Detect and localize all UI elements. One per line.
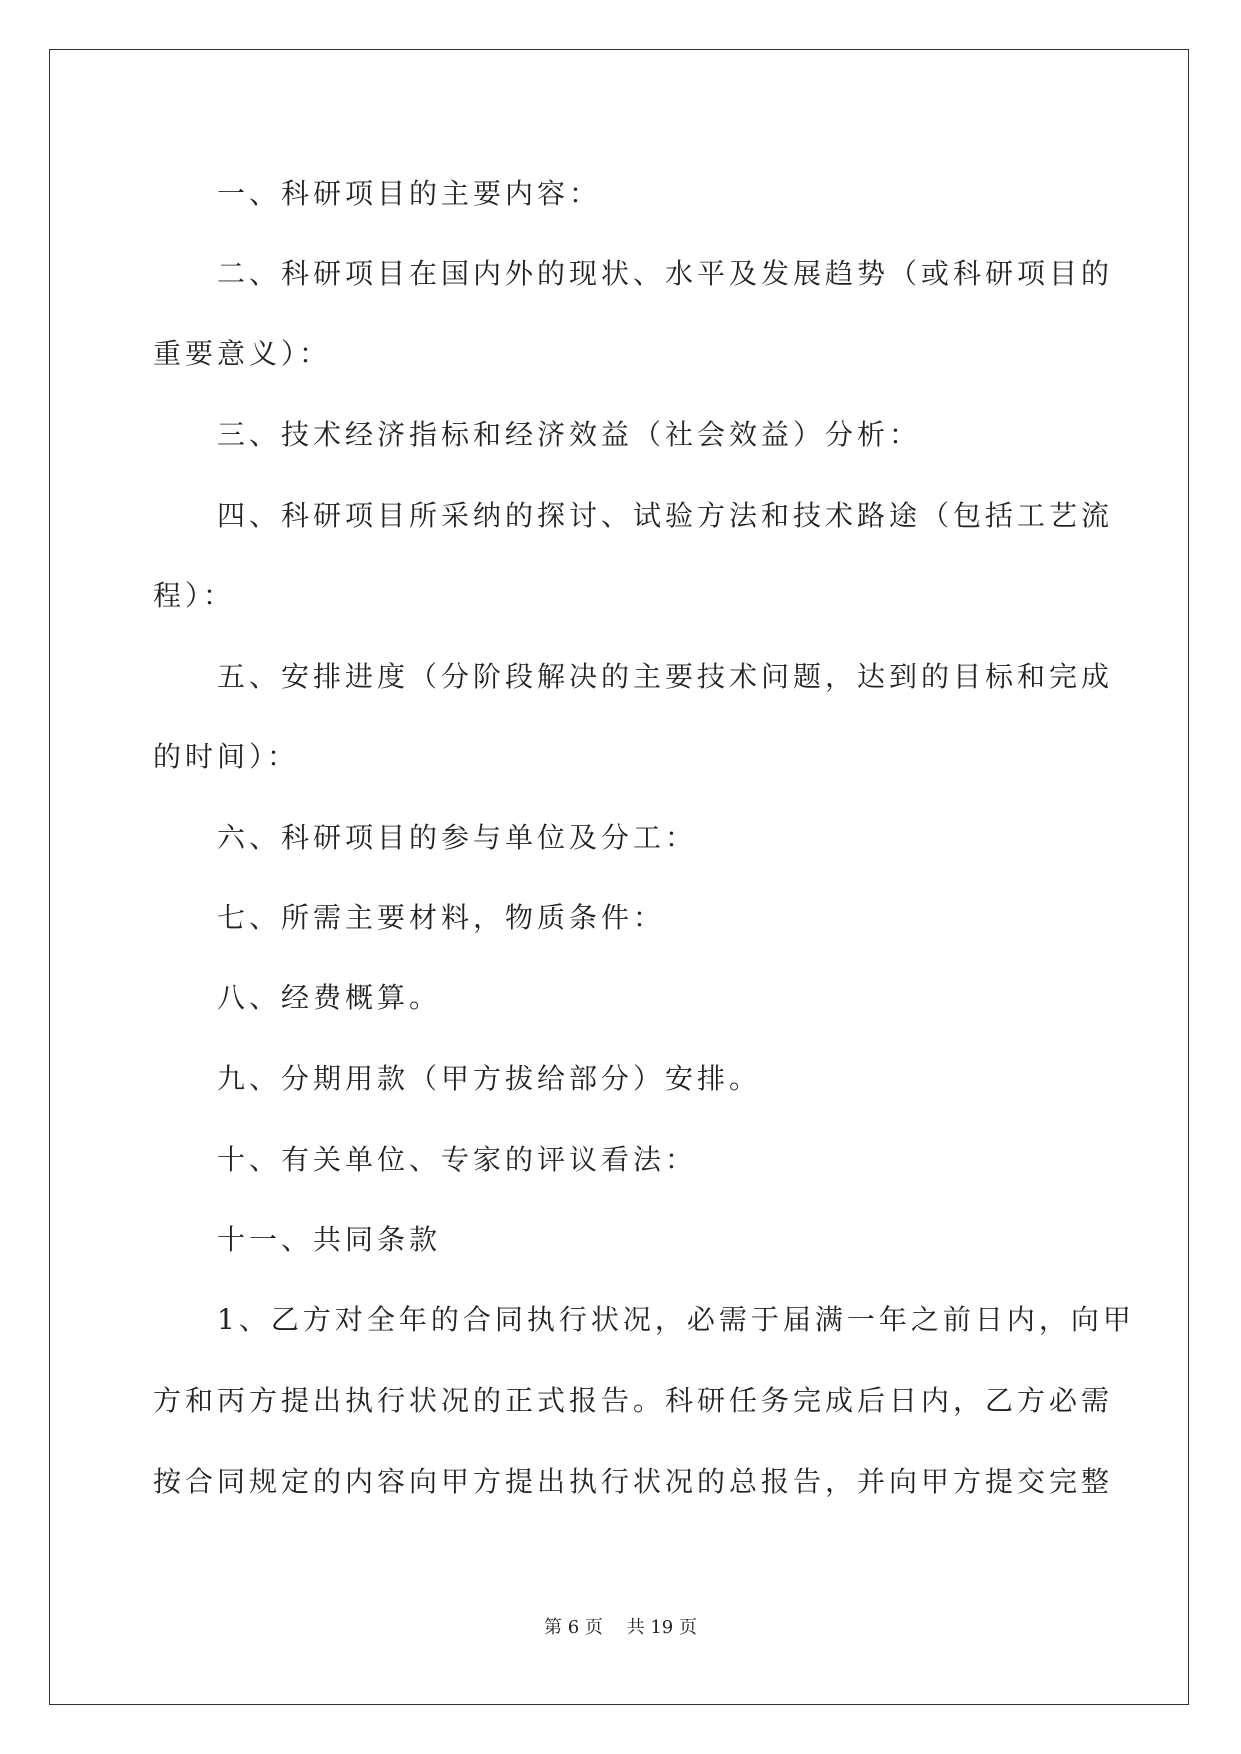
page-border (49, 49, 1189, 1705)
text-line: 的时间）： (153, 740, 300, 773)
text-line: 七、所需主要材料，物质条件： (153, 901, 666, 934)
text-line: 三、技术经济指标和经济效益（社会效益）分析： (153, 418, 922, 451)
text-line: 1、乙方对全年的合同执行状况，必需于届满一年之前日内，向甲 (153, 1303, 1135, 1336)
text-line: 方和丙方提出执行状况的正式报告。科研任务完成后日内，乙方必需 (153, 1384, 1114, 1417)
page-number-footer: 第 6 页 共 19 页 (544, 1617, 697, 1638)
text-line: 五、安排进度（分阶段解决的主要技术问题，达到的目标和完成 (153, 660, 1114, 693)
text-line: 十、有关单位、专家的评议看法： (153, 1143, 698, 1176)
text-line: 八、经费概算。 (153, 981, 442, 1014)
text-line: 十一、共同条款 (153, 1223, 442, 1256)
text-line: 二、科研项目在国内外的现状、水平及发展趋势（或科研项目的 (153, 257, 1114, 290)
text-line: 九、分期用款（甲方拔给部分）安排。 (153, 1062, 762, 1095)
text-line: 一、科研项目的主要内容： (153, 177, 602, 210)
text-line: 程）： (153, 579, 236, 612)
text-line: 重要意义）： (153, 337, 332, 370)
text-line: 按合同规定的内容向甲方提出执行状况的总报告，并向甲方提交完整 (153, 1465, 1114, 1498)
text-line: 六、科研项目的参与单位及分工： (153, 821, 698, 854)
text-line: 四、科研项目所采纳的探讨、试验方法和技术路途（包括工艺流 (153, 499, 1114, 532)
